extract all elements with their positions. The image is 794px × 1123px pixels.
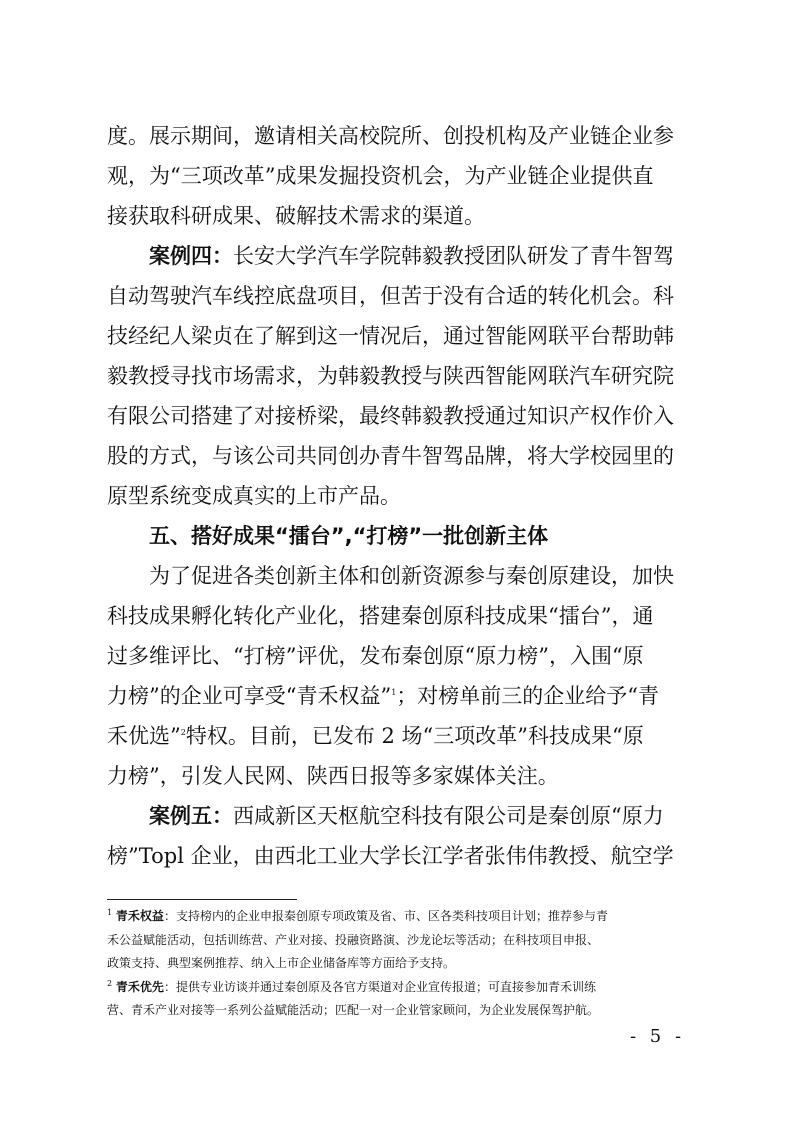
footnote-text: ：支持榜内的企业申报秦创原专项政策及省、市、区各类科技项目计划；推荐参与青 xyxy=(163,909,608,923)
paragraph-line: 力榜”，引发人民网、陕西日报等多家媒体关注。 xyxy=(107,764,559,788)
main-text xyxy=(107,116,689,876)
footnote-text: 政策支持、典型案例推荐、纳入上市企业储备库等方面给予支持。 xyxy=(107,956,456,970)
footnote-number: 1 xyxy=(107,908,113,917)
paragraph-line: 过多维评比、“打榜”评优，发布秦创原“原力榜”，入围“原 xyxy=(107,644,644,668)
case-4-text: 长安大学汽车学院韩毅教授团队研发了青牛智驾 xyxy=(233,244,674,268)
footnote-title: 青禾权益 xyxy=(115,909,164,923)
footnote-text: 营、青禾产业对接等一系列公益赋能活动；匹配一对一企业管家顾问，为企业发展保驾护航。 xyxy=(107,1003,600,1017)
case-5-text: 西咸新区天枢航空科技有限公司是秦创原“原力 xyxy=(233,804,664,828)
paragraph-line: 观，为“三项改革”成果发掘投资机会，为产业链企业提供直 xyxy=(107,164,654,188)
paragraph-line xyxy=(107,716,689,756)
paragraph-line: 技经纪人梁贞在了解到这一情况后，通过智能网联平台帮助韩 xyxy=(107,324,674,348)
footnote-2-line xyxy=(107,976,689,1000)
case-5-label: 案例五： xyxy=(149,804,233,828)
text-span: 力榜”的企业可享受“青禾权益” xyxy=(107,684,392,708)
footnote-divider xyxy=(107,899,297,900)
footnote-title: 青禾优先 xyxy=(115,979,164,994)
paragraph-line: 原型系统变成真实的上市产品。 xyxy=(107,484,401,508)
footnote-ref-1: 1 xyxy=(391,688,397,697)
paragraph-line: 为了促进各类创新主体和创新资源参与秦创原建设，加快 xyxy=(149,564,674,588)
paragraph-line: 科技成果孵化转化产业化，搭建秦创原科技成果“擂台”，通 xyxy=(107,604,654,628)
footnote-number: 2 xyxy=(107,978,113,988)
paragraph-line: 接获取科研成果、破解技术需求的渠道。 xyxy=(107,204,485,228)
case-4-label: 案例四： xyxy=(149,244,233,268)
paragraph-line: 自动驾驶汽车线控底盘项目，但苦于没有合适的转化机会。科 xyxy=(107,284,674,308)
section-heading: 五、搭好成果“擂台”,“打榜”一批创新主体 xyxy=(149,524,549,548)
text-span: ；对榜单前三的企业给予“青 xyxy=(396,684,660,708)
footnotes xyxy=(107,905,689,1023)
paragraph-line xyxy=(107,676,689,716)
footnote-ref-2: 2 xyxy=(180,728,186,737)
page-number: - 5 - xyxy=(630,1026,686,1047)
paragraph-line: 榜”Topl 企业，由西北工业大学长江学者张伟伟教授、航空学 xyxy=(107,844,674,868)
case-4-first-line xyxy=(107,236,689,276)
footnote-text: ：提供专业访谈并通过秦创原及各官方渠道对企业宣传报道；可直接参加青禾训练 xyxy=(163,979,596,994)
paragraph-line: 股的方式，与该公司共同创办青牛智驾品牌，将大学校园里的 xyxy=(107,444,674,468)
footnote-text: 禾公益赋能活动，包括训练营、产业对接、投融资路演、沙龙论坛等活动；在科技项目申报、 xyxy=(107,932,600,947)
paragraph-line: 有限公司搭建了对接桥梁，最终韩毅教授通过知识产权作价入 xyxy=(107,404,674,428)
text-span: 特权。目前，已发布 2 场“三项改革”科技成果“原 xyxy=(185,724,644,748)
case-5-first-line xyxy=(107,796,689,836)
paragraph-line: 毅教授寻找市场需求，为韩毅教授与陕西智能网联汽车研究院 xyxy=(107,364,674,388)
paragraph-line: 度。展示期间，邀请相关高校院所、创投机构及产业链企业参 xyxy=(107,124,674,148)
text-span: 禾优选” xyxy=(107,724,181,748)
footnote-1-line xyxy=(107,905,689,929)
